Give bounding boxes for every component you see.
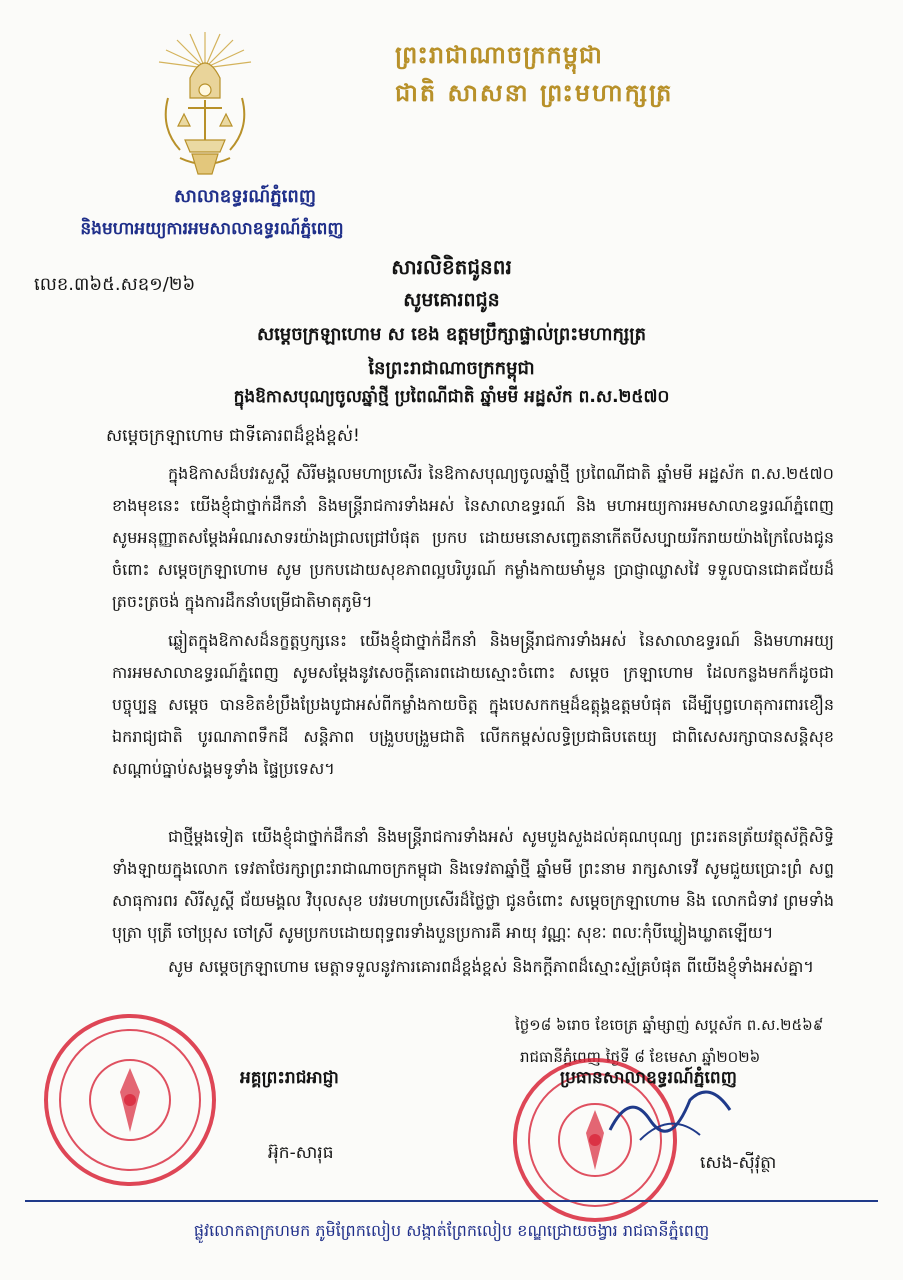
signer-right-name: សេង-ស៊ីវុត្ថា — [700, 1153, 777, 1173]
occasion-line: ក្នុងឱកាសបុណ្យចូលឆ្នាំថ្មី ប្រពៃណីជាតិ ឆ្នាំមមី អដ្ឋស័ក ព.ស.២៥៧០ — [233, 387, 670, 407]
paragraph-text: ឆ្លៀតក្នុងឱកាសដ៏នក្ខត្តឫក្សនេះ យើងខ្ញុំជាថ្នាក់ដឹកនាំ និងមន្ត្រីរាជការទាំងអស់ នៃសាលាឧទ្ធរណ៍ និងមហាអយ្យការអមសាលាឧទ្ធរណ៍ភ្នំពេញ សូមសម្តែងនូវសេចក្តីគោរពដោយស្មោះចំពោះ សម្តេច ក្រឡាហោម ដែលកន្លងមកក៏ដូចជាបច្ចុប្បន្ន សម្តេច បានខិតខំប្រឹងប្រែងបូជាអស់ពីកម្លាំងកាយចិត្ត ក្នុងបេសកកម្មដ៏ឧត្តុង្គឧត្តមបំផុត ដើម្បីបុព្វហេតុការពារខឿនឯករាជ្យជាតិ បូរណភាពទឹកដី សន្តិភាព បង្រួបបង្រួមជាតិ លើកកម្ពស់លទ្ធិប្រជាធិបតេយ្យ ជាពិសេសរក្សាបានសន្តិសុខ សណ្តាប់ធ្នាប់សង្គមទូទាំង ផ្ទៃប្រទេស។ — [112, 631, 834, 778]
handwritten-signature-icon — [600, 1070, 740, 1150]
salutation: សម្តេចក្រឡាហោម ជាទីគោរពដ៏ខ្ពង់ខ្ពស់! — [106, 426, 360, 446]
paragraph-text: សូម សម្តេចក្រឡាហោម មេត្តាទទួលនូវការគោរពដ៏ខ្ពង់ខ្ពស់ និងកក្តីភាពដ៏ស្មោះស្ម័គ្របំផុត ពីយើងខ្ញុំទាំងអស់គ្នា។ — [168, 957, 814, 976]
org-name-line1: សាលាឧទ្ធរណ៍ភ្នំពេញ — [174, 186, 316, 207]
footer-divider — [25, 1200, 878, 1202]
letter-subtitle: សូមគោរពជូន — [403, 289, 500, 311]
paragraph-text: ជាថ្មីម្តងទៀត យើងខ្ញុំជាថ្នាក់ដឹកនាំ និងមន្ត្រីរាជការទាំងអស់ សូមបួងសួងដល់គុណបុណ្យ ព្រះរតនត្រ័យវត្ថុស័ក្តិសិទ្ធិទាំងឡាយក្នុងលោក ទេវតាថែរក្សាព្រះរាជាណាចក្រកម្ពុជា និងទេវតាឆ្នាំថ្មី ឆ្នាំមមី ព្រះនាម រាក្សសាទេវី សូមជួយប្រោះព្រំ សព្ទសាធុការពរ សិរីសួស្តី ជ័យមង្គល វិបុលសុខ បវរមហាប្រសើរដ៏ថ្លៃថ្លា ជូនចំពោះ សម្តេចក្រឡាហោម និង លោកជំទាវ ព្រមទាំង បុត្រា បុត្រី ចៅប្រុស ចៅស្រី សូមប្រកបដោយពុទ្ធពរទាំងបួនប្រការគឺ អាយុ វណ្ណៈ សុខៈ ពលៈកុំបីឃ្លៀងឃ្លាតឡើយ។ — [112, 827, 834, 942]
signer-right-title: ប្រធានសាលាឧទ្ធរណ៍ភ្នំពេញ — [560, 1068, 737, 1088]
kingdom-title: ព្រះរាជាណាចក្រកម្ពុជា — [395, 41, 603, 69]
gregorian-date: រាជធានីភ្នំពេញ ថ្ងៃទី ៨ ខែមេសា ឆ្នាំ២០២៦ — [520, 1048, 761, 1066]
signer-left-name: អ៊ុក-សារុធ — [268, 1143, 334, 1163]
body-paragraph-2 — [112, 625, 834, 785]
lunar-date: ថ្ងៃ១៨ ៦រោច ខែចេត្រ ឆ្នាំម្សាញ់ សប្តស័ក ព.ស.២៥៦៩ — [515, 1016, 824, 1034]
recipient-country-line: នៃព្រះរាជាណាចក្រកម្ពុជា — [368, 358, 535, 379]
signer-left-title: អគ្គព្រះរាជអាជ្ញា — [240, 1068, 339, 1088]
kingdom-motto: ជាតិ សាសនា ព្រះមហាក្សត្រ — [395, 79, 674, 107]
recipient-line: សម្តេចក្រឡាហោម ស ខេង ឧត្តមប្រឹក្សាផ្ទាល់ព្រះមហាក្សត្រ — [256, 324, 647, 345]
body-paragraph-4 — [112, 951, 834, 983]
body-paragraph-1 — [112, 458, 834, 618]
reference-number: លេខ.៣៦៥.សឧ១/២៦ — [34, 274, 196, 295]
body-paragraph-3 — [112, 821, 834, 949]
official-seal-left-icon — [40, 1010, 220, 1190]
letter-title: សារលិខិតជូនពរ — [391, 255, 512, 279]
paragraph-text: ក្នុងឱកាសដ៏បវរសួស្តី សិរីមង្គលមហាប្រសើរ នៃឱកាសបុណ្យចូលឆ្នាំថ្មី ប្រពៃណីជាតិ ឆ្នាំមមី អដ្ឋស័ក ព.ស.២៥៧០ ខាងមុខនេះ យើងខ្ញុំជាថ្នាក់ដឹកនាំ និងមន្ត្រីរាជការទាំងអស់ នៃសាលាឧទ្ធរណ៍ និង មហាអយ្យការអមសាលាឧទ្ធរណ៍ភ្នំពេញ សូមអនុញ្ញាតសម្តែងអំណរសាទរយ៉ាងជ្រាលជ្រៅបំផុត ប្រកប ដោយមនោសញ្ចេតនាកើតបីសប្បាយរីករាយយ៉ាងក្រៃលែងជូនចំពោះ សម្តេចក្រឡាហោម សូម ប្រកបដោយសុខភាពល្អបរិបូរណ៍ កម្លាំងកាយមាំមួន ប្រាជ្ញាឈ្លាសវៃ ទទួលបានជោគជ័យដ៏ត្រចះត្រចង់ ក្នុងការដឹកនាំបម្រើជាតិមាតុភូមិ។ — [112, 464, 834, 611]
org-name-line2: និងមហាអយ្យការអមសាលាឧទ្ធរណ៍ភ្នំពេញ — [80, 219, 344, 239]
footer-address: ផ្លូវលោកតាក្រហមក ភូមិព្រែកលៀប សង្កាត់ព្រែកលៀប ខណ្ឌជ្រោយចង្វារ រាជធានីភ្នំពេញ — [193, 1221, 710, 1240]
royal-emblem-icon — [150, 28, 260, 178]
